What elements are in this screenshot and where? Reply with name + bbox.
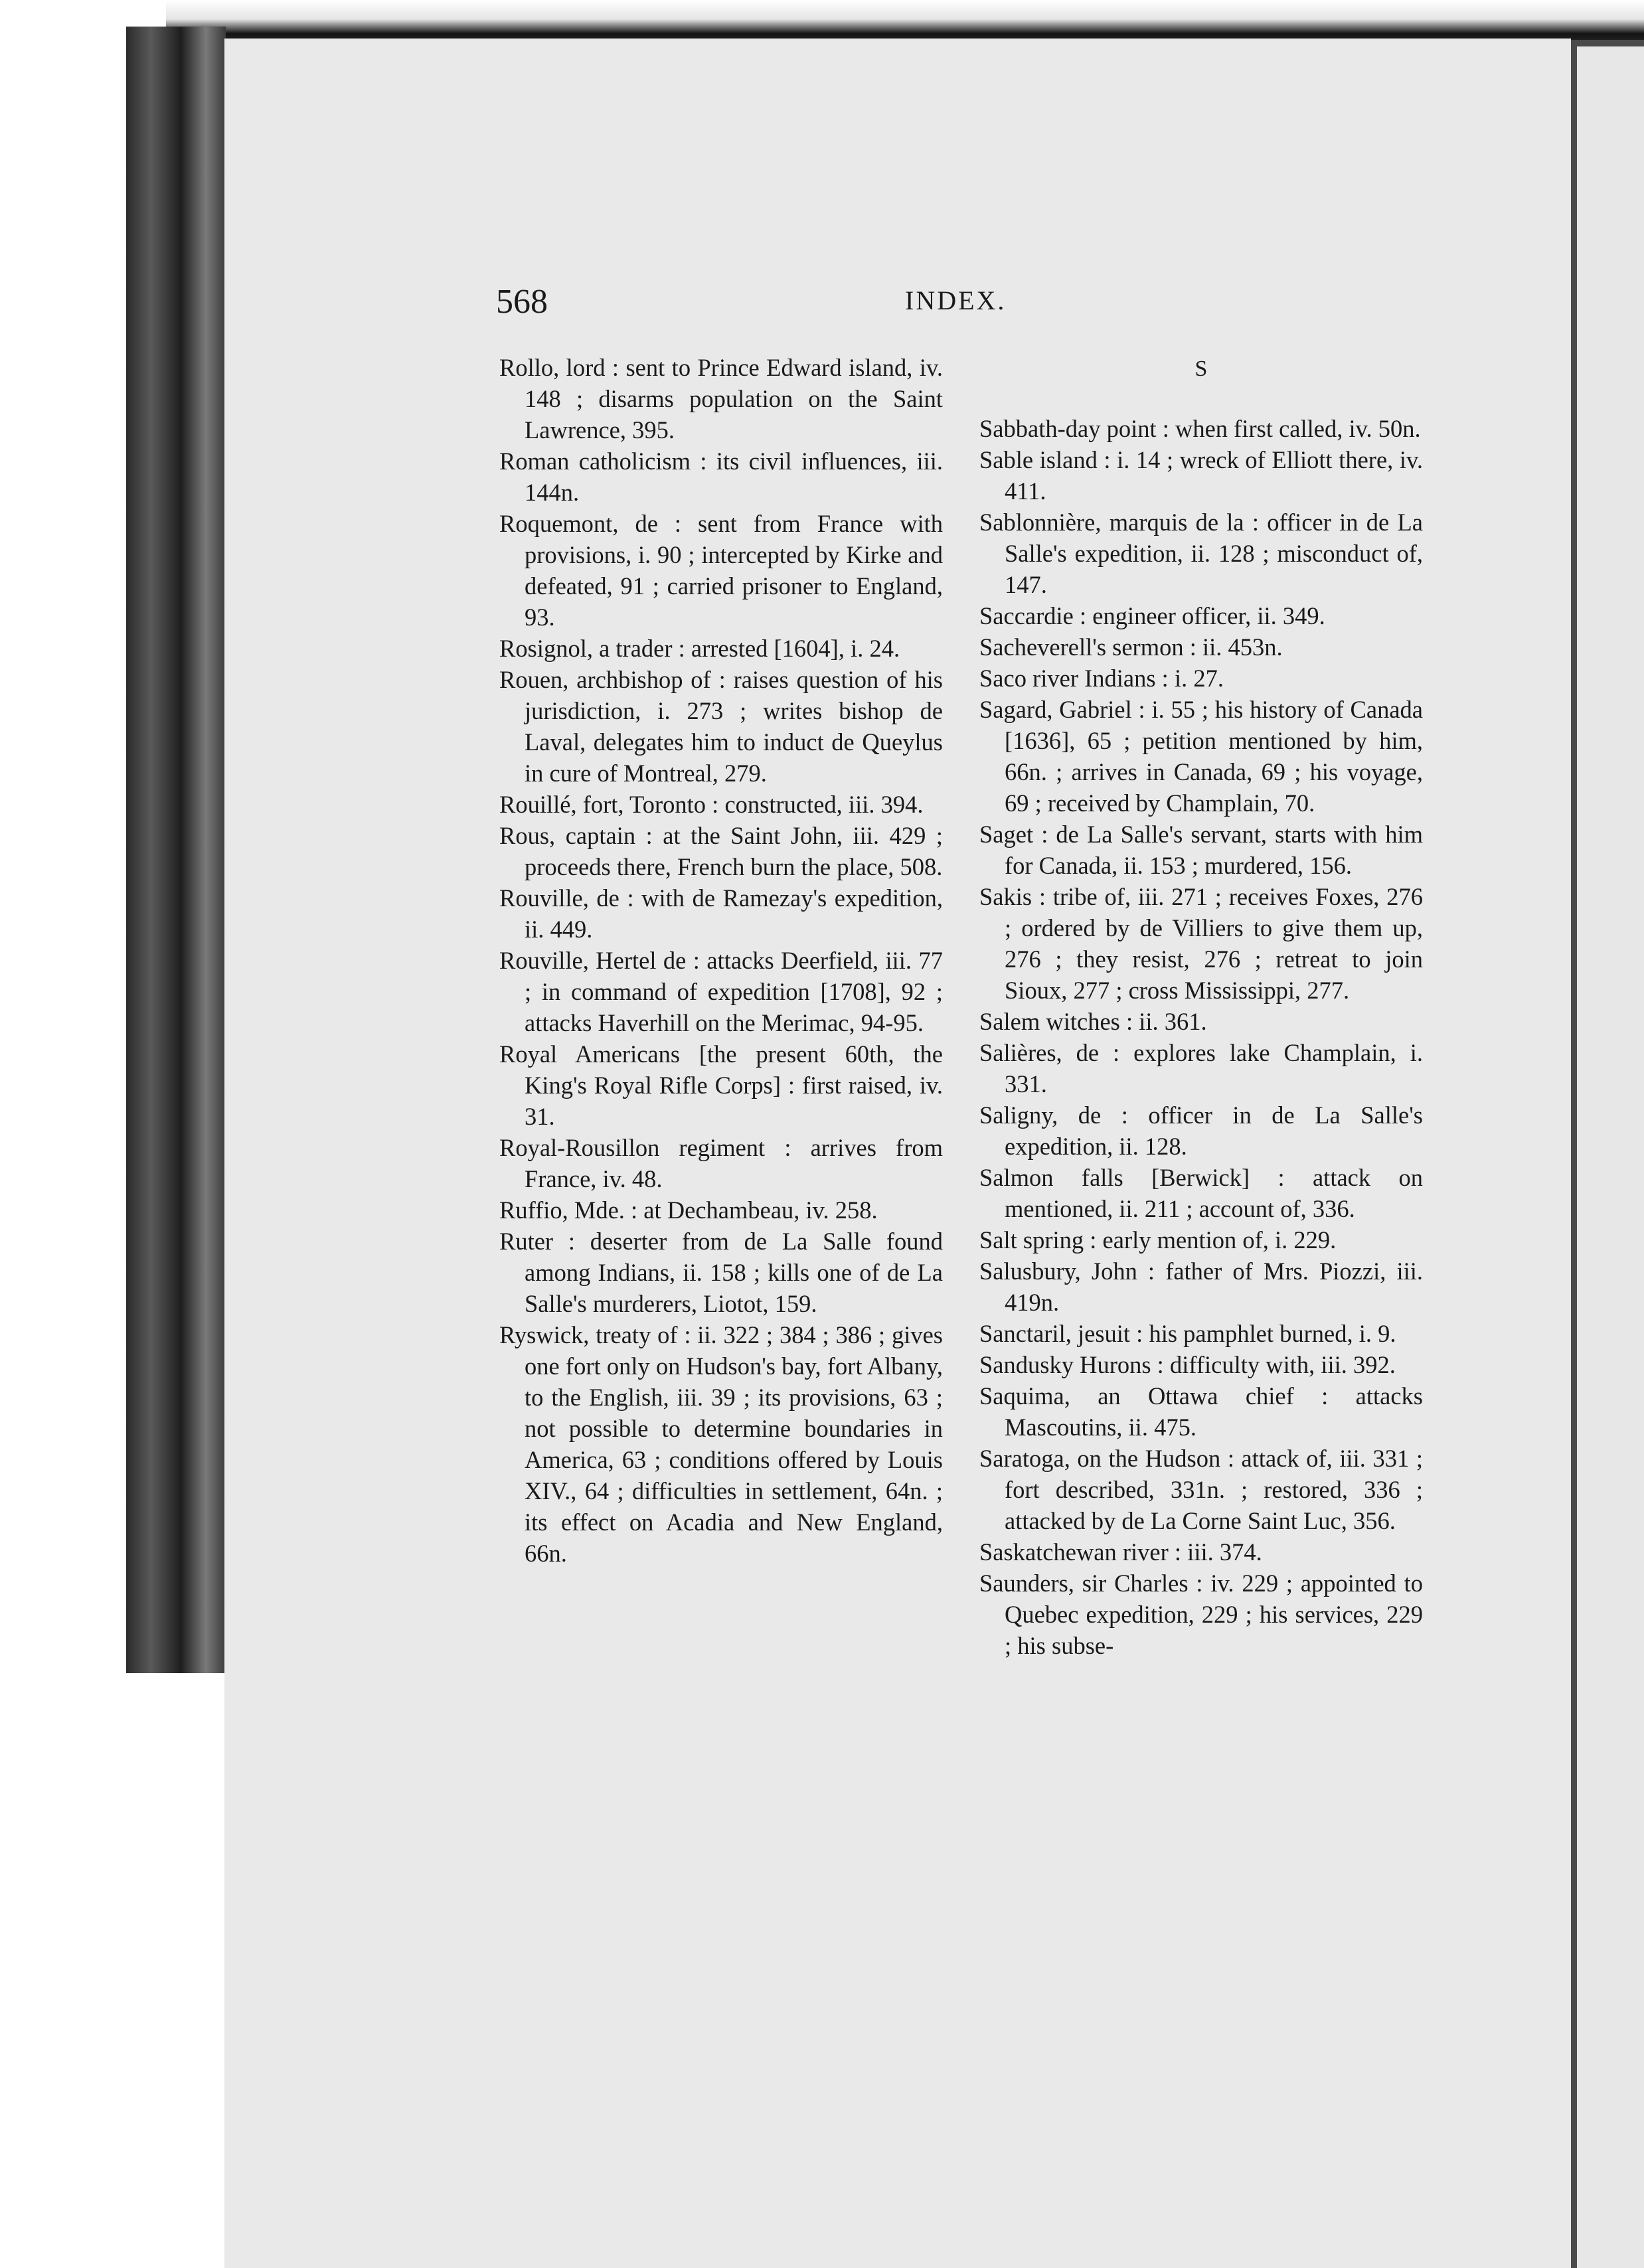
index-entry: Sagard, Gabriel : i. 55 ; his history of Canada [1636], 65 ; petition mentioned by him, 66n. ; arrives in Canada, 69 ; his voyage, 69 ; received by Champlain, 70. [979, 696, 1423, 817]
index-entry: Saquima, an Ottawa chief : attacks Mascoutins, ii. 475. [979, 1382, 1423, 1441]
index-entry: Rouen, archbishop of : raises question of his jurisdiction, i. 273 ; writes bishop de Laval, delegates him to induct de Queylus in cure of Montreal, 279. [499, 666, 943, 787]
index-entry: Saget : de La Salle's servant, starts with him for Canada, ii. 153 ; murdered, 156. [979, 821, 1423, 879]
index-entry: Saccardie : engineer officer, ii. 349. [979, 602, 1325, 629]
index-entry: Ruffio, Mde. : at Dechambeau, iv. 258. [499, 1196, 878, 1224]
index-entry: Rous, captain : at the Saint John, iii. 429 ; proceeds there, French burn the place, 508. [499, 822, 943, 880]
index-entry: Rouville, de : with de Ramezay's expedition, ii. 449. [499, 884, 943, 943]
index-entry: Saco river Indians : i. 27. [979, 665, 1224, 692]
index-entry: Saskatchewan river : iii. 374. [979, 1538, 1262, 1566]
index-entry: Sacheverell's sermon : ii. 453n. [979, 633, 1283, 661]
index-entry: Roquemont, de : sent from France with provisions, i. 90 ; intercepted by Kirke and defeated, 91 ; carried prisoner to England, 93. [499, 510, 943, 631]
index-entry: Saunders, sir Charles : iv. 229 ; appointed to Quebec expedition, 229 ; his services, 229 ; his subse- [979, 1570, 1423, 1659]
index-entry: Sanctaril, jesuit : his pamphlet burned, i. 9. [979, 1320, 1396, 1347]
index-entry: Sabbath-day point : when first called, iv. 50n. [979, 415, 1421, 442]
index-entry: Salusbury, John : father of Mrs. Piozzi, iii. 419n. [979, 1257, 1423, 1316]
page-header [496, 282, 1412, 322]
index-entry: Roman catholicism : its civil influences, iii. 144n. [499, 447, 943, 506]
index-entry: Royal Americans [the present 60th, the King's Royal Rifle Corps] : first raised, iv. 31. [499, 1040, 943, 1130]
index-entry: Salt spring : early mention of, i. 229. [979, 1226, 1337, 1254]
index-entry: Rouville, Hertel de : attacks Deerfield, iii. 77 ; in command of expedition [1708], 92 ; attacks Haverhill on the Merimac, 94-95. [499, 947, 943, 1036]
index-entry: Rollo, lord : sent to Prince Edward island, iv. 148 ; disarms population on the Saint Lawrence, 395. [499, 354, 943, 444]
index-entry: Rouillé, fort, Toronto : constructed, iii. 394. [499, 791, 924, 818]
index-entry: Sablonnière, marquis de la : officer in de La Salle's expedition, ii. 128 ; misconduct of, 147. [979, 509, 1423, 598]
index-entry: Salières, de : explores lake Champlain, i. 331. [979, 1039, 1423, 1097]
book-spine-edge [126, 27, 226, 1673]
index-entry: Sable island : i. 14 ; wreck of Elliott there, iv. 411. [979, 446, 1423, 505]
running-head: INDEX. [905, 285, 1007, 315]
next-page-strip [1577, 46, 1644, 2268]
index-entry: Ruter : deserter from de La Salle found among Indians, ii. 158 ; kills one of de La Salle's murderers, Liotot, 159. [499, 1228, 943, 1317]
index-entry: Saligny, de : officer in de La Salle's expedition, ii. 128. [979, 1101, 1423, 1160]
index-entry: Sandusky Hurons : difficulty with, iii. 392. [979, 1351, 1396, 1378]
index-entry: Salem witches : ii. 361. [979, 1008, 1207, 1035]
index-entry: Rosignol, a trader : arrested [1604], i. 24. [499, 635, 900, 662]
index-entry: Ryswick, treaty of : ii. 322 ; 384 ; 386 ; gives one fort only on Hudson's bay, fort Albany, to the English, iii. 39 ; its provisions, 63 ; not possible to determine boundaries in America, 63 ; conditions offered by Louis XIV., 64 ; difficulties in settlement, 64n. ; its effect on Acadia and New England, 66n. [499, 1321, 943, 1567]
page-number: 568 [496, 283, 548, 321]
index-entry: Royal-Rousillon regiment : arrives from France, iv. 48. [499, 1134, 943, 1192]
index-entry: Sakis : tribe of, iii. 271 ; receives Foxes, 276 ; ordered by de Villiers to give them up, 276 ; they resist, 276 ; retreat to join Sioux, 277 ; cross Mississippi, 277. [979, 883, 1423, 1004]
index-column-right [979, 352, 1423, 1661]
index-entry: Salmon falls [Berwick] : attack on mentioned, ii. 211 ; account of, 336. [979, 1164, 1423, 1222]
section-letter: S [1194, 357, 1208, 381]
index-column-left [499, 352, 943, 1569]
index-entry: Saratoga, on the Hudson : attack of, iii. 331 ; fort described, 331n. ; restored, 336 ; attacked by de La Corne Saint Luc, 356. [979, 1445, 1423, 1534]
